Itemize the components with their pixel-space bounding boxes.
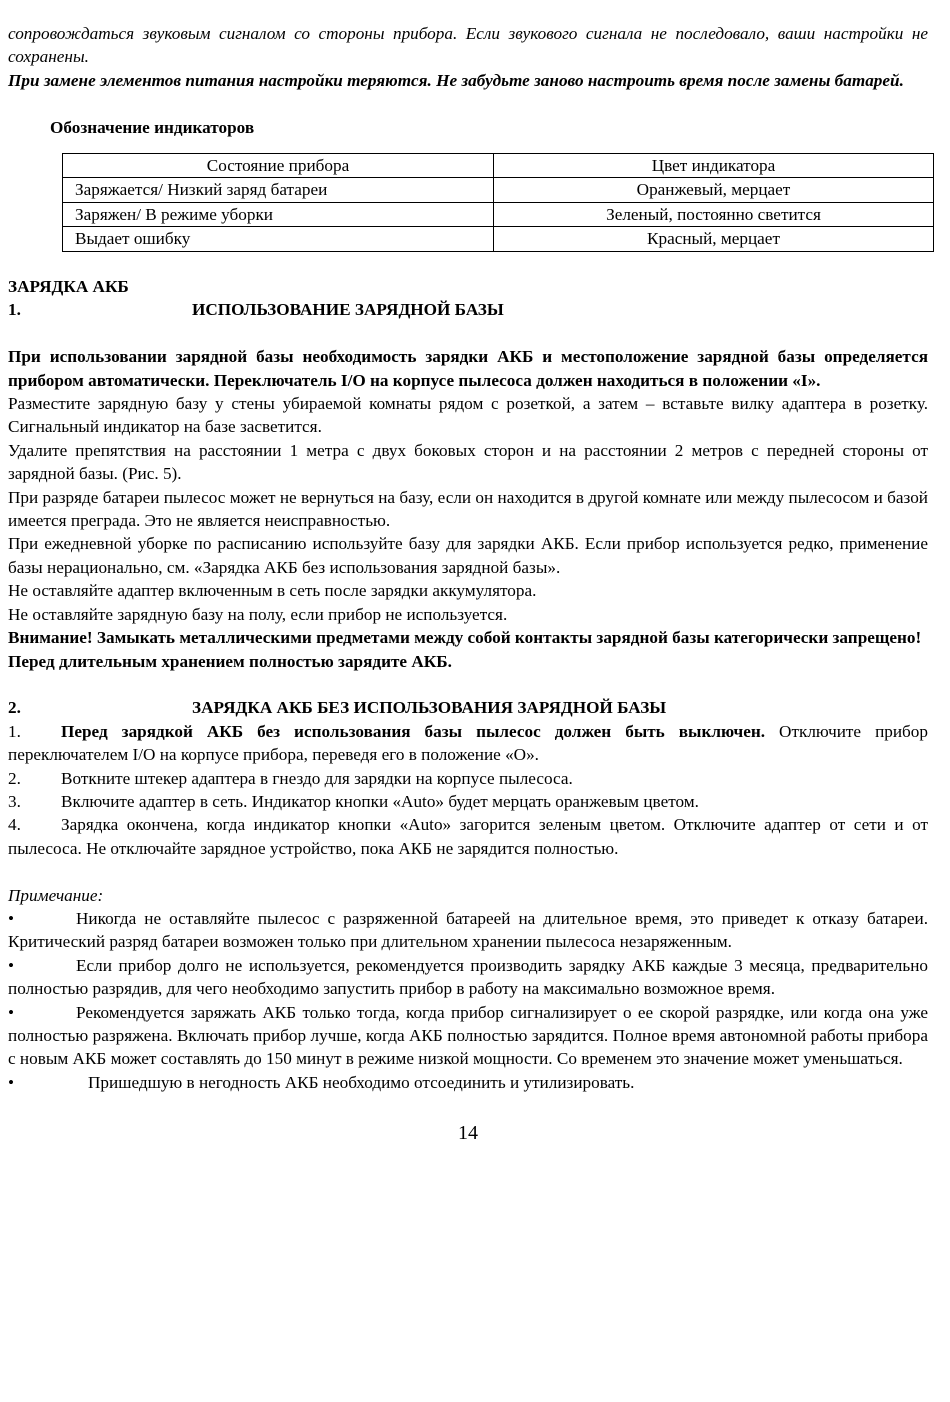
indicators-table bbox=[62, 153, 934, 252]
table-header-cell: Цвет индикатора bbox=[494, 154, 934, 178]
note-item-text: Если прибор долго не используется, рекомендуется производить зарядку АКБ каждые 3 месяца, предварительно полностью разрядив, для чего необходимо запустить прибор в работу на максимально возможное время. bbox=[8, 955, 928, 999]
table-cell: Заряжается/ Низкий заряд батареи bbox=[63, 178, 494, 202]
note-item bbox=[8, 954, 928, 1001]
continued-paragraph: сопровождаться звуковым сигналом со стороны прибора. Если звукового сигнала не последовало, ваши настройки не сохранены. bbox=[8, 24, 928, 67]
paragraph: Не оставляйте зарядную базу на полу, если прибор не используется. bbox=[8, 604, 508, 624]
list-item-text: Воткните штекер адаптера в гнездо для зарядки на корпусе пылесоса. bbox=[61, 768, 573, 788]
table-row bbox=[63, 227, 934, 251]
list-number: 2. bbox=[8, 768, 21, 788]
section-2-heading bbox=[8, 696, 928, 719]
list-item bbox=[8, 790, 928, 813]
list-item bbox=[8, 720, 928, 767]
table-cell: Выдает ошибку bbox=[63, 227, 494, 251]
note-item-text: Никогда не оставляйте пылесос с разряженной батареей на длительное время, это приведет к отказу батареи. Критический разряд батареи возможен только при длительном хранении пылесоса незаряженным. bbox=[8, 908, 928, 952]
paragraph: Разместите зарядную базу у стены убираемой комнаты рядом с розеткой, а затем – вставьте вилку адаптера в розетку. Сигнальный индикатор на базе засветится. bbox=[8, 394, 928, 437]
list-item-text: Зарядка окончена, когда индикатор кнопки «Auto» загорится зеленым цветом. Отключите адаптер от сети и от пылесоса. Не отключайте зарядное устройство, пока АКБ не зарядится полностью. bbox=[8, 815, 928, 858]
table-row bbox=[63, 202, 934, 226]
note-item-text: Рекомендуется заряжать АКБ только тогда, когда прибор сигнализирует о ее скорой разрядке, или когда она уже полностью разряжена. Включать прибор лучше, когда АКБ полностью зарядится. Полное время автономной работы прибора с новым АКБ может составлять до 150 минут в режиме низкой мощности. Со временем это значение может уменьшаться. bbox=[8, 1002, 928, 1069]
list-number: 3. bbox=[8, 791, 21, 811]
list-item bbox=[8, 813, 928, 860]
note-label: Примечание: bbox=[8, 885, 104, 905]
document-page bbox=[8, 22, 928, 1146]
list-item-text: Отключите прибор переключателем I/O на корпусе прибора, переведя его в положение «О». bbox=[8, 721, 928, 765]
section-1-heading bbox=[8, 298, 928, 321]
bullet: • bbox=[8, 908, 15, 928]
storage-warning: Перед длительным хранением полностью зарядите АКБ. bbox=[8, 651, 452, 671]
indicators-title: Обозначение индикаторов bbox=[50, 117, 255, 137]
table-cell: Красный, мерцает bbox=[494, 227, 934, 251]
paragraph: Не оставляйте адаптер включенным в сеть после зарядки аккумулятора. bbox=[8, 581, 537, 601]
bullet: • bbox=[8, 1072, 15, 1092]
table-cell: Зеленый, постоянно светится bbox=[494, 202, 934, 226]
note-item bbox=[8, 1001, 928, 1071]
note-item bbox=[8, 907, 928, 954]
list-item bbox=[8, 767, 928, 790]
list-number: 4. bbox=[8, 815, 21, 835]
table-cell: Заряжен/ В режиме уборки bbox=[63, 202, 494, 226]
table-cell: Оранжевый, мерцает bbox=[494, 178, 934, 202]
list-number: 1. bbox=[8, 721, 21, 741]
charging-heading: ЗАРЯДКА АКБ bbox=[8, 277, 129, 297]
bullet: • bbox=[8, 955, 15, 975]
paragraph: При ежедневной уборке по расписанию используйте базу для зарядки АКБ. Если прибор используется редко, применение базы нерационально, см. «Зарядка АКБ без использования зарядной базы». bbox=[8, 534, 928, 577]
section-number: 1. bbox=[8, 300, 21, 320]
note-item-text: Пришедшую в негодность АКБ необходимо отсоединить и утилизировать. bbox=[88, 1072, 635, 1092]
bullet: • bbox=[8, 1002, 15, 1022]
paragraph: Удалите препятствия на расстоянии 1 метра с двух боковых сторон и на расстоянии 2 метров с передней стороны от зарядной базы. (Рис. 5). bbox=[8, 440, 928, 484]
base-intro: При использовании зарядной базы необходимость зарядки АКБ и местоположение зарядной базы определяется прибором автоматически. Переключатель I/O на корпусе пылесоса должен находиться в положении «I». bbox=[8, 347, 928, 390]
table-row bbox=[63, 178, 934, 202]
table-header-cell: Состояние прибора bbox=[63, 154, 494, 178]
page-number: 14 bbox=[458, 1122, 478, 1145]
section-title: ЗАРЯДКА АКБ БЕЗ ИСПОЛЬЗОВАНИЯ ЗАРЯДНОЙ БАЗЫ bbox=[192, 698, 667, 718]
list-item-bold: Перед зарядкой АКБ без использования базы пылесос должен быть выключен. bbox=[61, 721, 766, 741]
section-title: ИСПОЛЬЗОВАНИЕ ЗАРЯДНОЙ БАЗЫ bbox=[192, 300, 504, 320]
paragraph: При разряде батареи пылесос может не вернуться на базу, если он находится в другой комнате или между пылесосом и базой имеется преграда. Это не является неисправностью. bbox=[8, 487, 928, 531]
contacts-warning: Внимание! Замыкать металлическими предметами между собой контакты зарядной базы категорически запрещено! bbox=[8, 628, 922, 648]
section-number: 2. bbox=[8, 698, 21, 718]
list-item-text: Включите адаптер в сеть. Индикатор кнопки «Auto» будет мерцать оранжевым цветом. bbox=[61, 791, 699, 811]
battery-warning: При замене элементов питания настройки теряются. Не забудьте заново настроить время после замены батарей. bbox=[8, 70, 904, 90]
table-header-row bbox=[63, 154, 934, 178]
note-item bbox=[8, 1071, 928, 1094]
